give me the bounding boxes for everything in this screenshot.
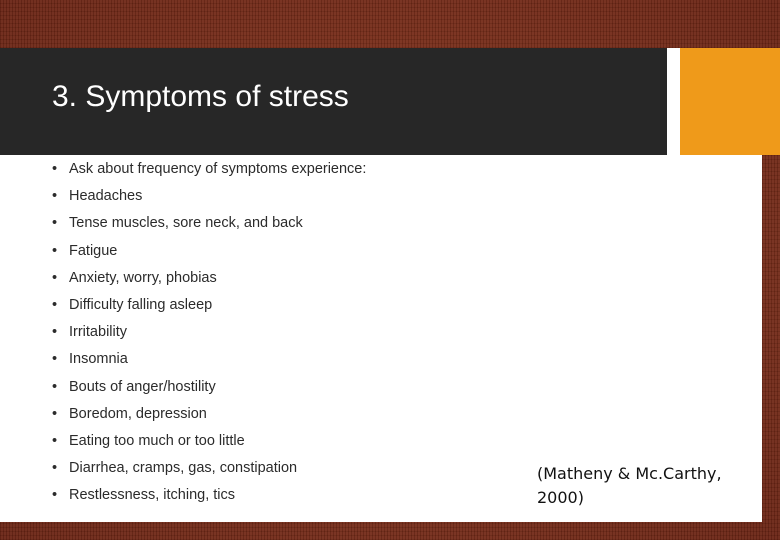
list-item bbox=[52, 212, 366, 239]
accent-block bbox=[680, 48, 780, 155]
bullet-icon: • bbox=[52, 296, 58, 313]
list-item-text: Insomnia bbox=[69, 351, 128, 368]
list-item-text: Irritability bbox=[69, 324, 128, 341]
list-item-text: Boredom, depression bbox=[69, 405, 207, 422]
list-item-text: Restlessness, itching, tics bbox=[69, 487, 236, 504]
list-item bbox=[52, 457, 366, 484]
list-item-text: Fatigue bbox=[69, 242, 118, 259]
bullet-icon: • bbox=[52, 351, 58, 368]
bullet-icon: • bbox=[52, 432, 58, 449]
bullet-icon: • bbox=[52, 242, 58, 259]
list-item-text: Tense muscles, sore neck, and back bbox=[69, 215, 303, 232]
citation: (Matheny & Mc.Carthy, 2000) bbox=[537, 464, 722, 507]
bullet-icon: • bbox=[52, 487, 58, 504]
list-item bbox=[52, 321, 366, 348]
list-item bbox=[52, 158, 366, 185]
list-item-text: Diarrhea, cramps, gas, constipation bbox=[69, 460, 298, 477]
list-item-text: Ask about frequency of symptoms experience: bbox=[69, 161, 367, 177]
bullet-icon: • bbox=[52, 188, 58, 205]
list-item-text: Anxiety, worry, phobias bbox=[69, 269, 217, 286]
list-item bbox=[52, 267, 366, 294]
list-item bbox=[52, 348, 366, 375]
list-item bbox=[52, 403, 366, 430]
list-item-text: Headaches bbox=[69, 188, 143, 205]
symptom-list bbox=[52, 158, 366, 511]
bullet-icon: • bbox=[52, 405, 58, 422]
bullet-icon: • bbox=[52, 378, 58, 395]
slide-title: 3. Symptoms of stress bbox=[52, 80, 349, 113]
list-item-text: Bouts of anger/hostility bbox=[69, 378, 216, 395]
bullet-icon: • bbox=[52, 269, 58, 286]
list-item bbox=[52, 376, 366, 403]
bullet-icon: • bbox=[52, 324, 58, 341]
bullet-icon: • bbox=[52, 161, 58, 177]
bullet-icon: • bbox=[52, 460, 58, 477]
list-item bbox=[52, 185, 366, 212]
list-item-text: Eating too much or too little bbox=[69, 432, 245, 449]
list-item bbox=[52, 430, 366, 457]
list-item bbox=[52, 484, 366, 511]
bullet-icon: • bbox=[52, 215, 58, 232]
list-item-text: Difficulty falling asleep bbox=[69, 296, 213, 313]
list-item bbox=[52, 294, 366, 321]
list-item bbox=[52, 240, 366, 267]
